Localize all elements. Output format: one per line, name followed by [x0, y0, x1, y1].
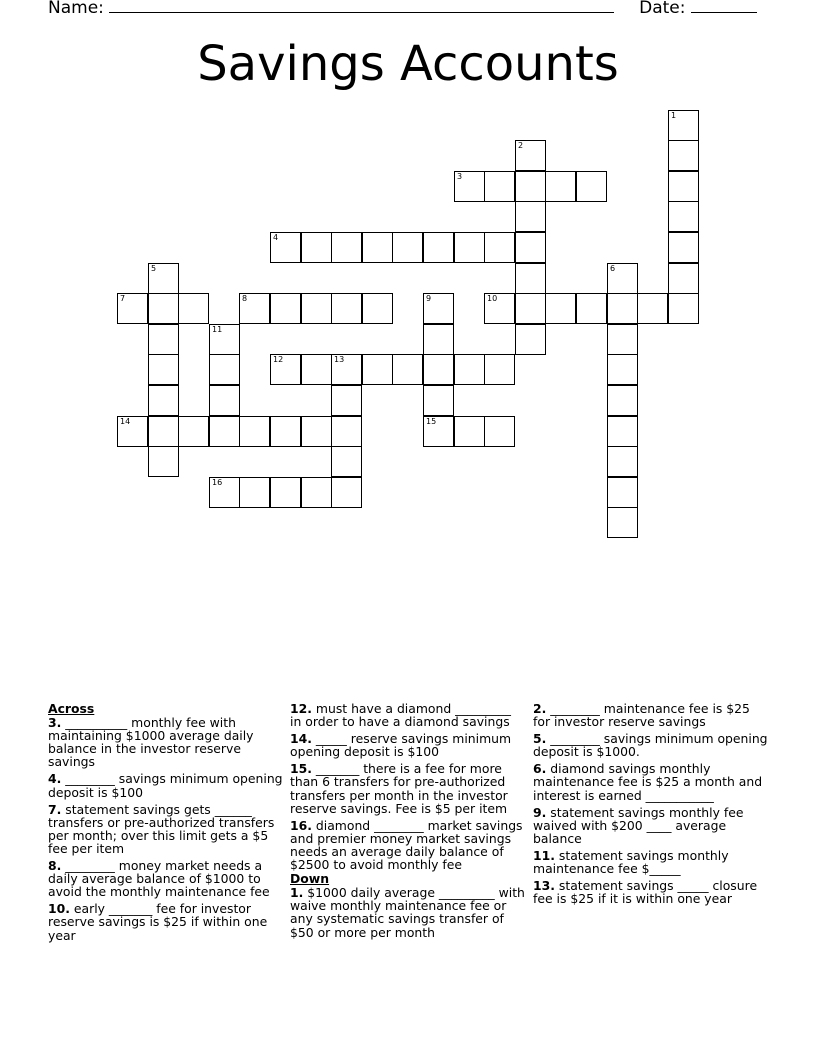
- grid-cell: [576, 171, 607, 202]
- grid-cell: [301, 354, 332, 385]
- grid-cell: [607, 324, 638, 355]
- clue-number: 5: [151, 264, 157, 273]
- grid-cell: [515, 140, 546, 171]
- grid-cell: [515, 324, 546, 355]
- clue-down-11: 11. statement savings monthly maintenance fee $_____: [533, 847, 729, 877]
- grid-cell: [301, 477, 332, 508]
- grid-cell: [668, 110, 699, 141]
- grid-cell: [331, 385, 362, 416]
- clue-number: 15: [426, 417, 437, 426]
- grid-cell: [454, 354, 485, 385]
- grid-cell: [423, 354, 454, 385]
- grid-cell: [148, 446, 179, 477]
- grid-cell: [484, 354, 515, 385]
- grid-cell: [239, 416, 270, 447]
- grid-cell: [209, 416, 240, 447]
- clue-number: 14: [120, 417, 131, 426]
- clue-across-3: 3. __________ monthly fee with maintaining $1000 average daily balance in the investor reserve savings: [48, 715, 254, 770]
- grid-cell: [423, 293, 454, 324]
- grid-cell: [148, 263, 179, 294]
- grid-cell: [148, 293, 179, 324]
- clue-down-1: 1. $1000 daily average _________ with waive monthly maintenance fee or any systematic savings transfer of $50 or more per month: [290, 885, 525, 940]
- clues-column-2: [290, 702, 526, 943]
- grid-cell: [668, 201, 699, 232]
- grid-cell: [178, 416, 209, 447]
- grid-cell: [392, 232, 423, 263]
- down-heading: Down: [290, 871, 330, 887]
- grid-cell: [117, 293, 148, 324]
- grid-cell: [209, 324, 240, 355]
- grid-cell: [515, 232, 546, 263]
- grid-cell: [148, 385, 179, 416]
- grid-cell: [515, 201, 546, 232]
- grid-cell: [209, 385, 240, 416]
- grid-cell: [331, 477, 362, 508]
- clue-across-15: 15. _______ there is a fee for more than 6 transfers for pre-authorized transfers per month in the investor reserve savings. Fee is $5 per item: [290, 761, 508, 816]
- clue-number: 7: [120, 294, 126, 303]
- grid-cell: [515, 293, 546, 324]
- clue-number: 1: [671, 111, 677, 120]
- grid-cell: [607, 293, 638, 324]
- grid-cell: [484, 171, 515, 202]
- grid-cell: [362, 232, 393, 263]
- grid-cell: [270, 293, 301, 324]
- grid-cell: [331, 232, 362, 263]
- grid-cell: [668, 140, 699, 171]
- grid-cell: [392, 354, 423, 385]
- grid-cell: [637, 293, 668, 324]
- grid-cell: [484, 232, 515, 263]
- clue-number: 8: [242, 294, 248, 303]
- grid-cell: [301, 293, 332, 324]
- clue-number: 4: [273, 233, 279, 242]
- clue-number: 16: [212, 478, 223, 487]
- clue-number: 6: [610, 264, 616, 273]
- grid-cell: [515, 263, 546, 294]
- grid-cell: [454, 232, 485, 263]
- grid-cell: [423, 416, 454, 447]
- clue-down-6: 6. diamond savings monthly maintenance fee is $25 a month and interest is earned ___________: [533, 761, 763, 803]
- page-title: Savings Accounts: [197, 36, 619, 92]
- grid-cell: [607, 446, 638, 477]
- grid-cell: [148, 416, 179, 447]
- grid-cell: [239, 477, 270, 508]
- grid-cell: [239, 293, 270, 324]
- clue-down-13: 13. statement savings _____ closure fee is $25 if it is within one year: [533, 878, 758, 907]
- grid-cell: [607, 263, 638, 294]
- clues-column-1: [48, 702, 284, 946]
- clue-number: 13: [334, 355, 345, 364]
- clue-number: 3: [457, 172, 463, 181]
- grid-cell: [331, 354, 362, 385]
- grid-cell: [515, 171, 546, 202]
- grid-cell: [545, 171, 576, 202]
- grid-cell: [301, 232, 332, 263]
- clue-across-14: 14. _____ reserve savings minimum opening deposit is $100: [290, 731, 512, 760]
- grid-cell: [148, 324, 179, 355]
- clue-down-5: 5. ________ savings minimum opening deposit is $1000.: [533, 731, 768, 760]
- grid-cell: [668, 293, 699, 324]
- grid-cell: [331, 293, 362, 324]
- grid-cell: [270, 232, 301, 263]
- grid-cell: [270, 477, 301, 508]
- grid-cell: [178, 293, 209, 324]
- clue-number: 2: [518, 141, 524, 150]
- clue-across-7: 7. statement savings gets ______ transfers or pre-authorized transfers per month; over this limit gets a $5 fee per item: [48, 801, 275, 856]
- grid-cell: [148, 354, 179, 385]
- grid-cell: [607, 507, 638, 538]
- grid-cell: [607, 416, 638, 447]
- clue-number: 10: [487, 294, 498, 303]
- name-label: Name:: [48, 0, 104, 18]
- grid-cell: [668, 263, 699, 294]
- grid-cell: [362, 293, 393, 324]
- grid-cell: [331, 446, 362, 477]
- grid-cell: [301, 416, 332, 447]
- grid-cell: [545, 293, 576, 324]
- grid-cell: [209, 477, 240, 508]
- grid-cell: [607, 354, 638, 385]
- grid-cell: [209, 354, 240, 385]
- date-label: Date:: [639, 0, 686, 18]
- grid-cell: [607, 385, 638, 416]
- clue-across-10: 10. early _______ fee for investor reserve savings is $25 if within one year: [48, 901, 268, 943]
- clue-number: 11: [212, 325, 223, 334]
- clue-across-4: 4. ________ savings minimum opening deposit is $100: [48, 771, 283, 800]
- clues-column-3: [533, 702, 769, 909]
- grid-cell: [454, 171, 485, 202]
- clue-down-9: 9. statement savings monthly fee waived with $200 ____ average balance: [533, 804, 744, 846]
- grid-cell: [423, 385, 454, 416]
- grid-cell: [423, 324, 454, 355]
- clue-number: 9: [426, 294, 432, 303]
- grid-cell: [484, 416, 515, 447]
- grid-cell: [484, 293, 515, 324]
- grid-cell: [668, 232, 699, 263]
- grid-cell: [331, 416, 362, 447]
- clue-down-2: 2. ________ maintenance fee is $25 for investor reserve savings: [533, 701, 750, 730]
- clue-across-16: 16. diamond ________ market savings and premier money market savings needs an average daily balance of $2500 to avoid monthly fee: [290, 817, 523, 873]
- grid-cell: [270, 416, 301, 447]
- clue-across-8: 8. ________ money market needs a daily average balance of $1000 to avoid the monthly maintenance fee: [48, 858, 270, 900]
- grid-cell: [668, 171, 699, 202]
- grid-cell: [454, 416, 485, 447]
- grid-cell: [576, 293, 607, 324]
- clue-number: 12: [273, 355, 284, 364]
- across-heading: Across: [48, 701, 95, 716]
- grid-cell: [362, 354, 393, 385]
- grid-cell: [117, 416, 148, 447]
- grid-cell: [607, 477, 638, 508]
- grid-cell: [423, 232, 454, 263]
- clue-across-12: 12. must have a diamond _________ in order to have a diamond savings: [290, 701, 511, 730]
- grid-cell: [270, 354, 301, 385]
